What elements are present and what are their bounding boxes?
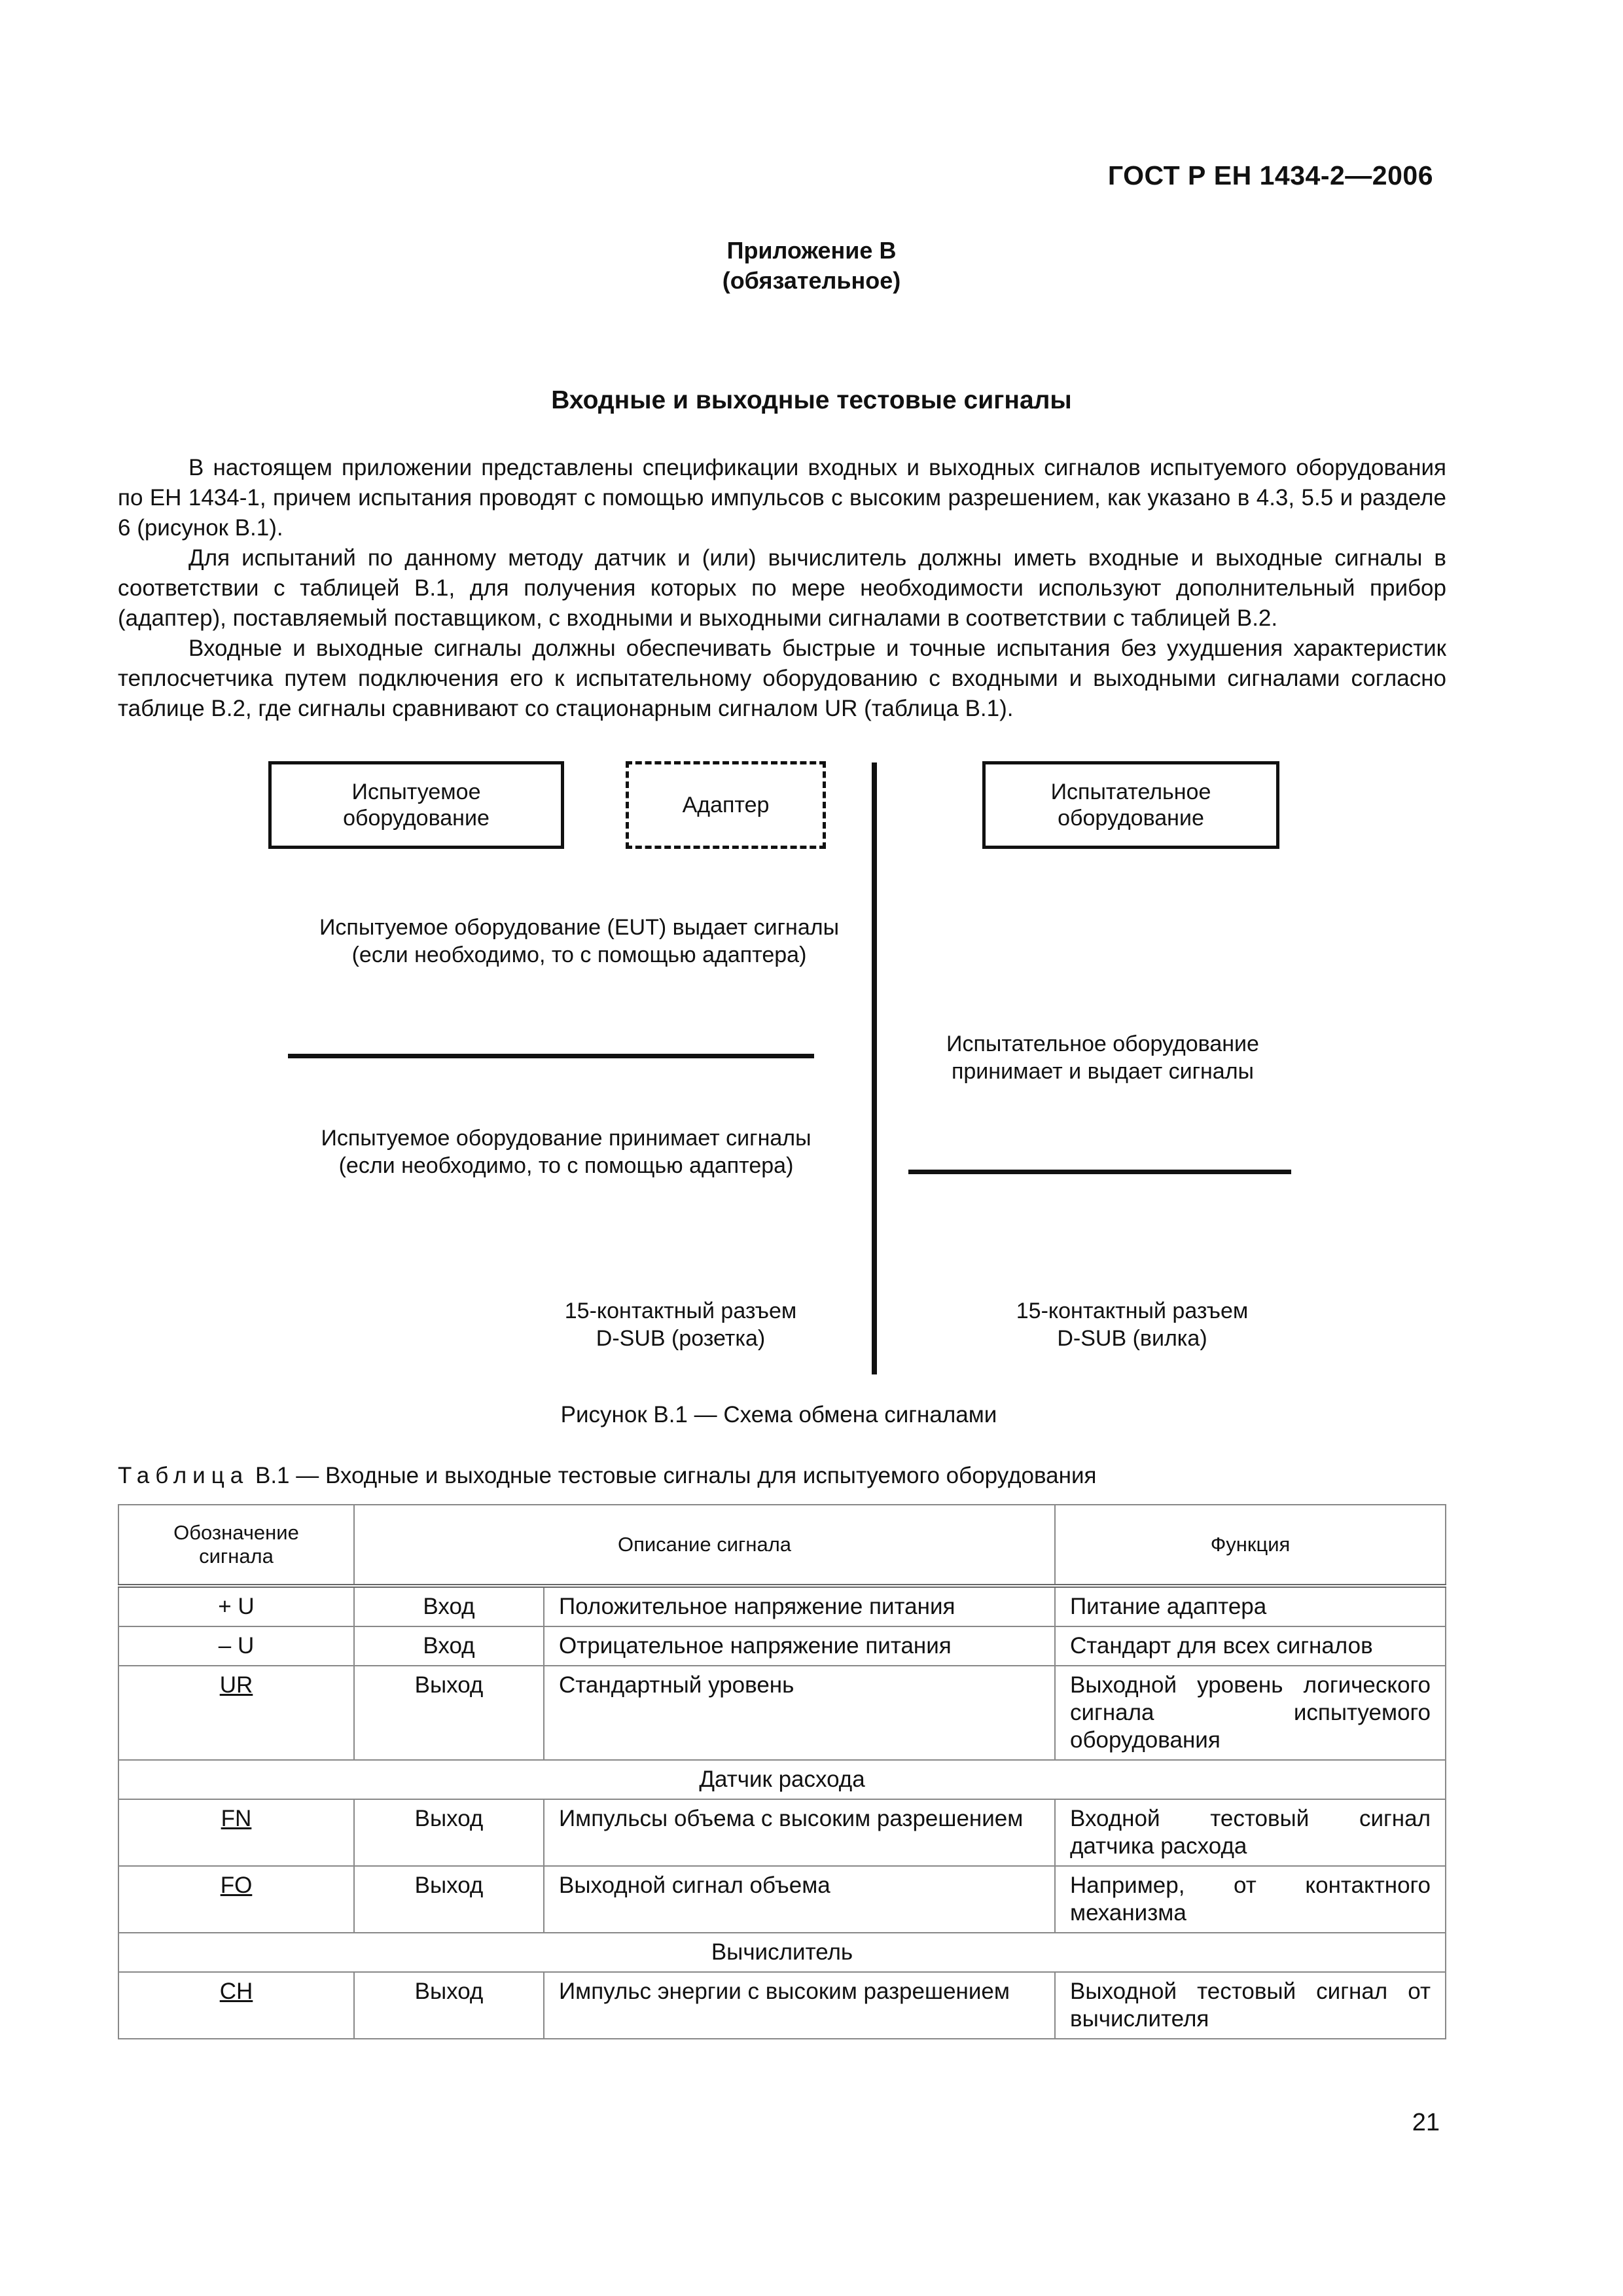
paragraph-3: Входные и выходные сигналы должны обеспечивать быстрые и точные испытания без ухудшения характеристик теплосчетчика путем подключения его к испытательному оборудованию с входными и выходными сигналами согласно таблице В.2, где сигналы сравнивают со стационарным сигналом UR (таблица В.1). [118,636,1446,721]
box-eut-label: Испытуемое оборудование [343,780,490,831]
box-test-label: Испытательное оборудование [1050,780,1211,831]
connector-left-label: 15-контактный разъем D-SUB (розетка) [564,1299,797,1351]
cell-code: – U [118,1626,354,1666]
cell-direction: Выход [354,1972,544,2039]
signal-line-left [288,1054,814,1058]
table-header-row [118,1505,1446,1586]
interface-divider-line [872,762,877,1374]
cell-description: Импульс энергии с высоким разрешением [544,1972,1055,2039]
table-row [118,1866,1446,1933]
cell-code: FO [118,1866,354,1933]
cell-function: Выходной тестовый сигнал от вычислителя [1055,1972,1446,2039]
connector-right-label: 15-контактный разъем D-SUB (вилка) [1016,1299,1249,1351]
cell-description: Выходной сигнал объема [544,1866,1055,1933]
section-title: Входные и выходные тестовые сигналы [551,386,1072,414]
cell-code: FN [118,1799,354,1866]
page-number: 21 [1412,2109,1440,2136]
cell-description: Отрицательное напряжение питания [544,1626,1055,1666]
paragraph-2: Для испытаний по данному методу датчик и (или) вычислитель должны иметь входные и выходные сигналы в соответствии с таблицей В.1, для получения которых по мере необходимости используют дополнительный прибор (адаптер), поставляемый поставщиком, с входными и выходными сигналами в соответствии с таблицей В.2. [118,545,1446,631]
signal-line-right [908,1170,1291,1174]
header-code: Обозначение сигнала [118,1505,354,1586]
appendix-label: Приложение В [726,237,897,264]
cell-description: Стандартный уровень [544,1666,1055,1760]
paragraph-1: В настоящем приложении представлены спецификации входных и выходных сигналов испытуемого оборудования по ЕН 1434-1, причем испытания проводят с помощью импульсов с высоким разрешением, как указано в 4.3, 5.5 и разделе 6 (рисунок В.1). [118,455,1446,541]
cell-direction: Вход [354,1586,544,1626]
table-section-row [118,1933,1446,1972]
section-calculator: Вычислитель [118,1933,1446,1972]
cell-direction: Вход [354,1626,544,1666]
box-test-equipment [982,761,1279,849]
cell-function: Например, от контактного механизма [1055,1866,1446,1933]
box-adapter [626,761,826,849]
eut-sends-label: Испытуемое оборудование (EUT) выдает сигналы (если необходимо, то с помощью адаптера) [319,915,840,967]
cell-function: Питание адаптера [1055,1586,1446,1626]
cell-code: + U [118,1586,354,1626]
header-description: Описание сигнала [354,1505,1055,1586]
document-code: ГОСТ Р ЕН 1434-2—2006 [1107,160,1433,190]
cell-function: Стандарт для всех сигналов [1055,1626,1446,1666]
cell-code: CH [118,1972,354,2039]
body-text [118,453,1446,724]
section-flow-sensor: Датчик расхода [118,1760,1446,1799]
table-section-row [118,1760,1446,1799]
cell-description: Импульсы объема с высоким разрешением [544,1799,1055,1866]
cell-direction: Выход [354,1666,544,1760]
test-equipment-label: Испытательное оборудование принимает и выдает сигналы [946,1031,1259,1084]
cell-direction: Выход [354,1866,544,1933]
box-adapter-label: Адаптер [682,793,770,817]
table-row [118,1626,1446,1666]
header-function: Функция [1055,1505,1446,1586]
figure-caption: Рисунок В.1 — Схема обмена сигналами [560,1402,997,1427]
eut-receives-label: Испытуемое оборудование принимает сигналы (если необходимо, то с помощью адаптера) [321,1126,812,1178]
cell-function: Выходной уровень логического сигнала испытуемого оборудования [1055,1666,1446,1760]
table-title-text: В.1 — Входные и выходные тестовые сигналы для испытуемого оборудования [255,1463,1097,1488]
cell-direction: Выход [354,1799,544,1866]
table-row [118,1972,1446,2039]
box-eut [268,761,564,849]
table-title-prefix: Таблица [118,1463,249,1488]
cell-function: Входной тестовый сигнал датчика расхода [1055,1799,1446,1866]
table-row [118,1586,1446,1626]
cell-code: UR [118,1666,354,1760]
table-title [118,1463,1096,1489]
table-row [118,1666,1446,1760]
signals-table [118,1504,1446,2039]
cell-description: Положительное напряжение питания [544,1586,1055,1626]
appendix-status: (обязательное) [722,267,901,294]
table-row [118,1799,1446,1866]
